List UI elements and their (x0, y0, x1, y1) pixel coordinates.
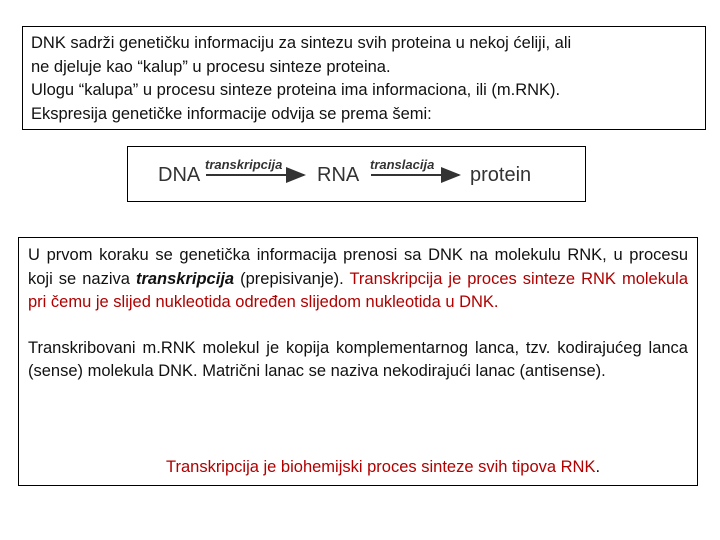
p1-text-after: (prepisivanje). (234, 269, 350, 288)
p1-text: U prvom koraku se genetička informacija prenosi sa DNK na molekulu RNK, u procesu koji se naziva (28, 246, 688, 288)
explanation-box (18, 237, 698, 486)
final-dot: . (595, 458, 601, 476)
diagram-svg (128, 147, 585, 201)
transcription-term: transkripcija (135, 269, 235, 288)
paragraph-transcription (28, 244, 688, 315)
paragraph-mrna: Transkribovani m.RNK molekul je kopija komplementarnog lanca, tzv. kodirajućeg lanca (sense) molekula DNK. Matrični lanac se naziva nekodirajući lanac (antisense). (28, 338, 688, 380)
intro-line-1: DNK sadrži genetičku informaciju za sintezu svih proteina u nekoj ćeliji, ali (31, 34, 572, 52)
protein-label: protein (470, 164, 532, 186)
transcription-definition: Transkripcija je proces sinteze RNK molekula pri čemu je slijed nukleotida određen slijedom nukleotida u DNK. (28, 269, 688, 311)
expression-diagram (127, 146, 586, 202)
final-red-text: Transkripcija je biohemijski proces sinteze svih tipova RNK (166, 458, 596, 476)
intro-line-4: Ekspresija genetičke informacije odvija se prema šemi: (31, 104, 432, 123)
translation-arrow-label: translacija (370, 157, 435, 172)
intro-line-3: Ulogu “kalupa” u procesu sinteze proteina ima informaciona, ili (m.RNK). (31, 81, 561, 99)
intro-line-2: ne djeluje kao “kalup” u procesu sinteze proteina. (31, 57, 391, 76)
transcription-arrow-label: transkripcija (205, 157, 283, 172)
rna-label: RNA (317, 164, 360, 186)
intro-box (22, 26, 706, 130)
final-statement (166, 458, 600, 477)
dna-label: DNA (158, 164, 201, 186)
